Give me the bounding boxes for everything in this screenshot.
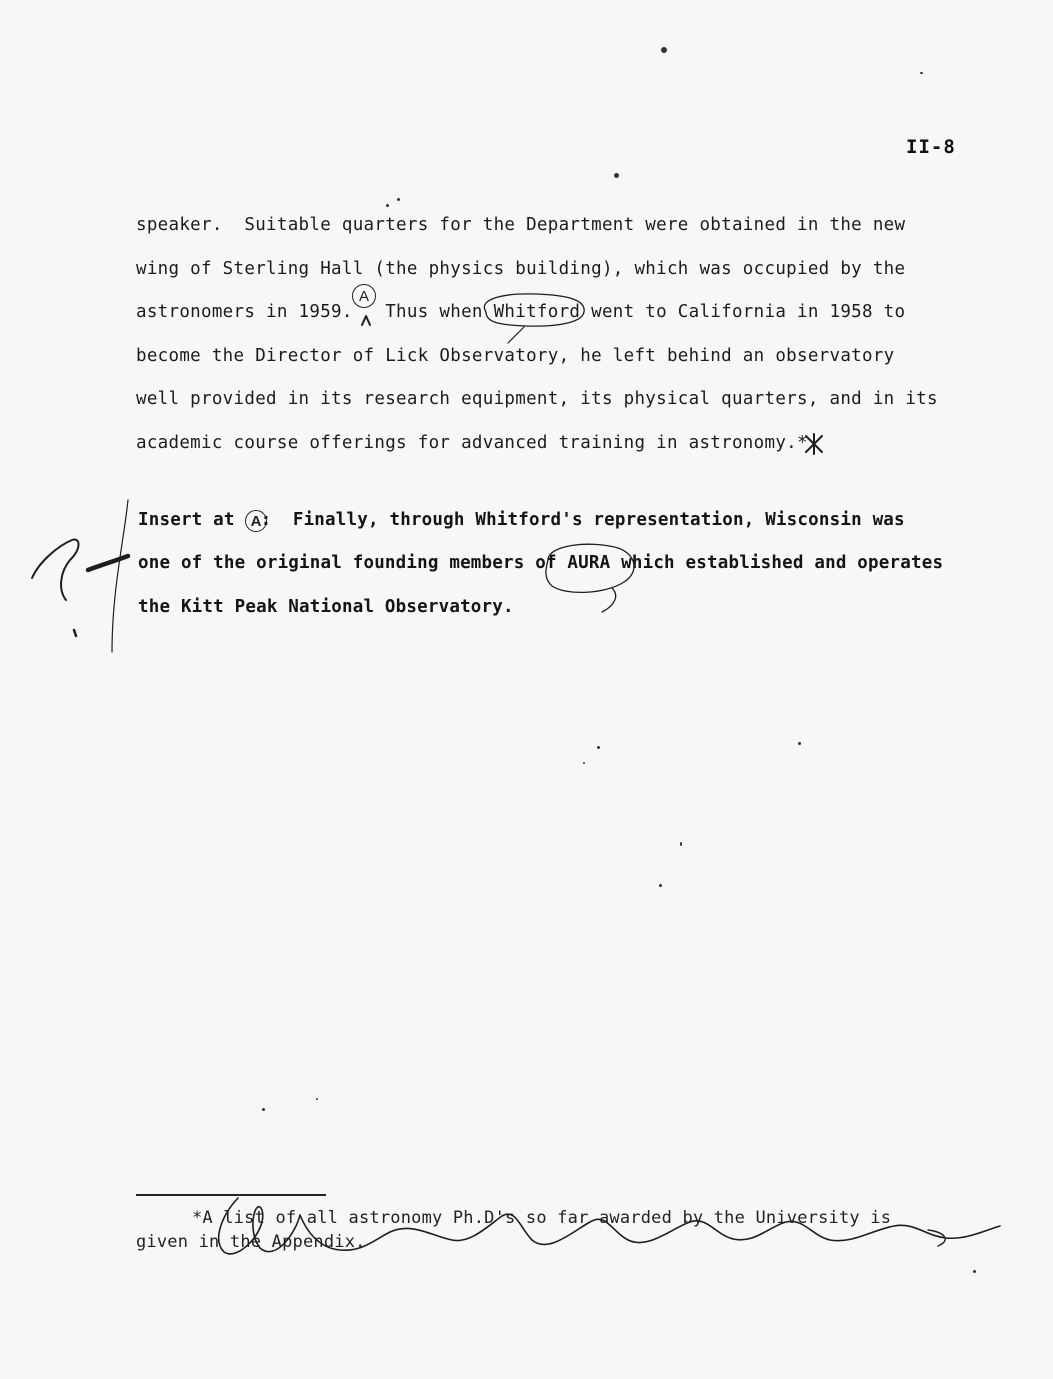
page-number: II-8: [906, 136, 956, 158]
scan-speck: [659, 884, 662, 887]
scan-speck: [680, 842, 682, 846]
scan-speck: [583, 762, 585, 764]
body-line-2: wing of Sterling Hall (the physics building), which was occupied by the: [136, 259, 906, 279]
insert-line-2: one of the original founding members of AURA which established and operates: [138, 553, 944, 573]
aura-circle-tail: [602, 588, 616, 612]
asterisk-pen-mark: [806, 434, 822, 454]
scan-speck: [920, 72, 923, 74]
scan-speck: [397, 198, 400, 201]
insert-line-3: the Kitt Peak National Observatory.: [138, 597, 514, 617]
insert-label-marker: A: [245, 510, 267, 532]
insert-point-marker: A: [352, 284, 376, 308]
margin-arrow-stroke: [88, 556, 128, 570]
footnote-line-1: *A list of all astronomy Ph.D's so far awarded by the University is: [192, 1208, 892, 1228]
body-line-5: well provided in its research equipment, its physical quarters, and in its: [136, 389, 938, 409]
scan-speck: [614, 173, 619, 178]
insert-line-1-text: : Finally, through Whitford's representation, Wisconsin was: [260, 510, 905, 530]
footnote-line-2: given in the Appendix.: [136, 1232, 366, 1252]
scan-speck: [316, 1098, 318, 1100]
body-line-1: speaker. Suitable quarters for the Department were obtained in the new: [136, 215, 906, 235]
body-line-3: astronomers in 1959. Thus when Whitford went to California in 1958 to: [136, 302, 906, 322]
body-line-6: academic course offerings for advanced training in astronomy.*: [136, 433, 808, 453]
scan-speck: [262, 1108, 265, 1111]
margin-squiggle-mark: [32, 540, 79, 600]
scan-speck: [798, 742, 801, 745]
scan-speck: [661, 47, 667, 53]
body-line-4: become the Director of Lick Observatory, he left behind an observatory: [136, 346, 895, 366]
scan-speck: [386, 204, 389, 207]
footnote-crossout-end: [928, 1230, 945, 1246]
whitford-circle-tail: [508, 327, 524, 343]
insert-label: Insert at: [138, 510, 235, 530]
margin-bracket-line: [112, 500, 128, 652]
scan-speck: [973, 1270, 976, 1273]
margin-tick-mark: [74, 630, 76, 636]
footnote-rule: [136, 1194, 326, 1196]
scan-speck: [597, 746, 600, 749]
